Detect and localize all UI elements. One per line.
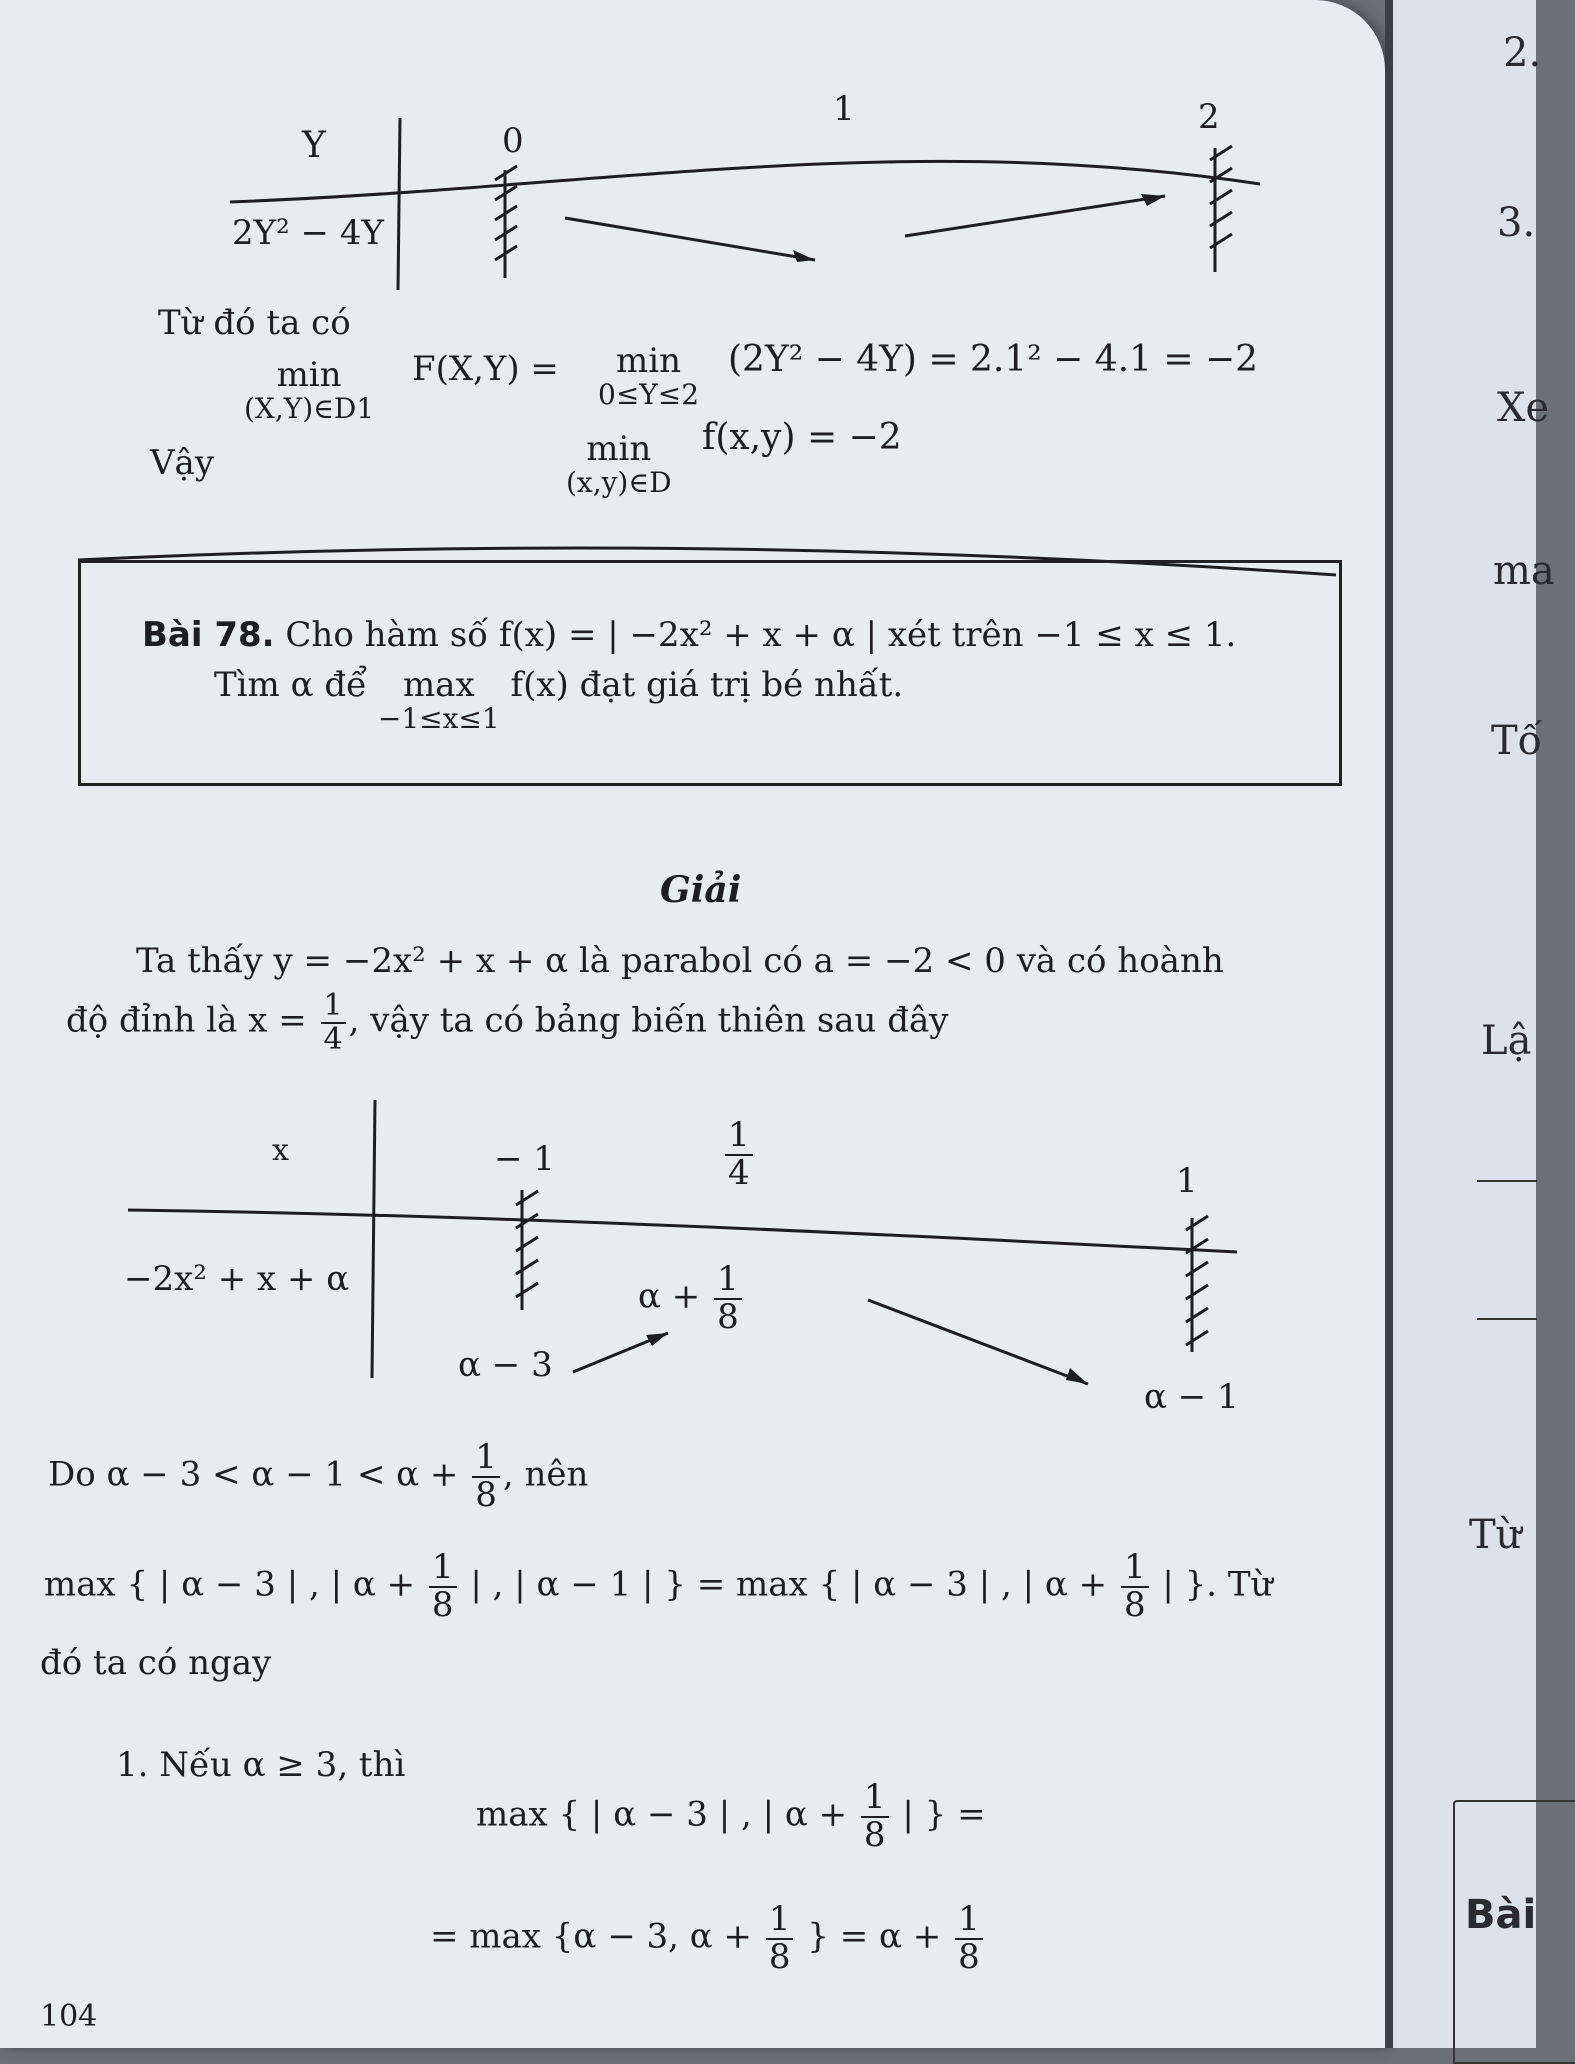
right-page (1393, 0, 1555, 2048)
var-table-f-label: −2x² + x + α (124, 1259, 350, 1299)
right-page-rule (1477, 1318, 1537, 1320)
exercise-line1 (142, 615, 1237, 655)
top-table-tick-1: 1 (833, 89, 855, 129)
min-lhs: F(X,Y) = (412, 349, 559, 389)
case1-intro: 1. Nếu α ≥ 3, thì (116, 1745, 406, 1785)
top-table-tick-0: 0 (502, 121, 524, 161)
var-table-tick-right: 1 (1176, 1161, 1198, 1201)
case1-max: max { | α − 3 | , | α + $\frac{1}{8}$ | } = (476, 1777, 986, 1855)
exercise-line2: Tìm α để max −1≤x≤1 f(x) đạt giá trị bé nhất. (214, 665, 904, 735)
var-table-tick-left: − 1 (494, 1139, 555, 1179)
right-page-rule (1477, 1180, 1537, 1182)
vay-word: Vậy (150, 443, 215, 483)
var-table-val-mid: α + $\frac{1}{8}$ (638, 1262, 745, 1335)
right-page-item: Xe (1497, 385, 1550, 431)
top-table-row2-label: 2Y² − 4Y (232, 213, 384, 253)
top-table-tick-2: 2 (1198, 97, 1220, 137)
var-table-val-right: α − 1 (1144, 1377, 1239, 1417)
right-page-item: Bài (1465, 1892, 1537, 1938)
exercise-statement: Cho hàm số f(x) = | −2x² + x + α | xét trên −1 ≤ x ≤ 1. (285, 615, 1237, 655)
book-spine (1385, 0, 1393, 2048)
right-page-item: 2. (1503, 30, 1542, 76)
solution-para-line1: Ta thấy y = −2x² + x + α là parabol có a = −2 < 0 và có hoành (136, 941, 1224, 981)
right-page-item: Từ (1469, 1512, 1522, 1558)
min-final: f(x,y) = −2 (702, 417, 902, 458)
max-line: max { | α − 3 | , | α + $\frac{1}{8}$ | , | α − 1 | } = max { | α − 3 | , | α + $\frac{1}{8}$ | }. Từ (44, 1547, 1273, 1625)
top-table-row1-label: Y (302, 125, 326, 166)
var-table-tick-mid: $\frac{1}{4}$ (722, 1118, 756, 1191)
min-rhs: (2Y² − 4Y) = 2.1² − 4.1 = −2 (728, 339, 1259, 380)
right-page-box (1453, 1800, 1575, 2064)
do-line: Do α − 3 < α − 1 < α + $\frac{1}{8}$ , nên (48, 1437, 589, 1515)
do-ta-line: đó ta có ngay (40, 1643, 272, 1683)
var-table-x-label: x (272, 1133, 289, 1168)
solution-heading: Giải (660, 869, 742, 911)
var-table-val-left: α − 3 (458, 1345, 553, 1385)
min-y: min 0≤Y≤2 (598, 341, 700, 411)
right-page-item: 3. (1497, 200, 1536, 246)
page-number: 104 (40, 1999, 98, 2034)
right-page-item: Tố (1491, 718, 1543, 764)
min-d: min (x,y)∈D (566, 429, 672, 499)
min-d1: min (X,Y)∈D1 (244, 355, 375, 425)
case1-eq: = max {α − 3, α + $\frac{1}{8}$ } = α + $\frac{1}{8}$ (430, 1902, 986, 1975)
intro-text: Từ đó ta có (158, 303, 351, 343)
right-page-item: Lậ (1481, 1018, 1532, 1064)
right-page-item: ma (1493, 548, 1555, 594)
solution-para-line2: độ đỉnh là x = $\frac{1}{4}$ , vậy ta có bảng biến thiên sau đây (66, 988, 949, 1057)
exercise-label: Bài 78. (142, 615, 275, 655)
